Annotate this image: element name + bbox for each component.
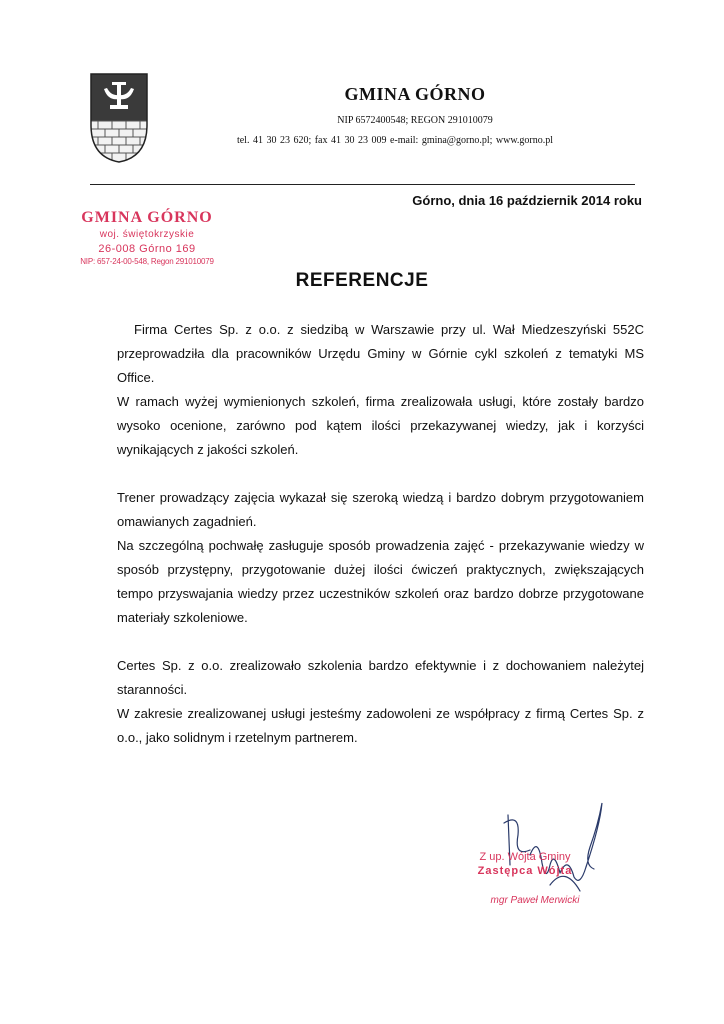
signature-line-3: mgr Paweł Merwicki bbox=[490, 895, 580, 906]
header-divider bbox=[90, 184, 635, 185]
paragraph-4: Na szczególną pochwałę zasługuje sposób prowadzenia zajęć - przekazywanie wiedzy w sposób przystępny, przygotowanie dużej ilości ćwiczeń praktycznych, zwiększających tempo przyswajania wiedzy przez uczestników szkoleń oraz bardzo dobrze przygotowane materiały szkoleniowe. bbox=[117, 538, 644, 625]
letterhead-contact: tel. 41 30 23 620; fax 41 30 23 009 e-mail: gmina@gorno.pl; www.gorno.pl bbox=[236, 135, 554, 146]
document-title: REFERENCJE bbox=[295, 270, 429, 291]
stamp-region: woj. świętokrzyskie bbox=[99, 229, 195, 240]
paragraph-1: Firma Certes Sp. z o.o. z siedzibą w Warszawie przy ul. Wał Miedzeszyński 552C przeprowadziła dla pracowników Urzędu Gminy w Górnie cykl szkoleń z tematyki MS Office. bbox=[117, 322, 644, 385]
paragraph-2: W ramach wyżej wymienionych szkoleń, firma zrealizowała usługi, które zostały bardzo wysoko ocenione, zarówno pod kątem ilości przekazywanej wiedzy, jak i korzyści wynikających z jakości szkoleń. bbox=[117, 394, 644, 457]
document-date: Górno, dnia 16 październik 2014 roku bbox=[412, 193, 642, 208]
letter-body bbox=[117, 318, 644, 750]
signature-stamp bbox=[440, 850, 610, 908]
coat-of-arms-icon bbox=[90, 73, 148, 163]
paragraph-3: Trener prowadzący zajęcia wykazał się szeroką wiedzą i bardzo dobrym przygotowaniem omawianych zagadnień. bbox=[117, 490, 644, 529]
signature-line-1: Z up. Wójta Gminy bbox=[479, 851, 571, 863]
letterhead-title: GMINA GÓRNO bbox=[344, 84, 486, 104]
letterhead-ids: NIP 6572400548; REGON 291010079 bbox=[337, 115, 493, 126]
signature-line-2: Zastępca Wójta bbox=[477, 865, 573, 877]
paragraph-5: Certes Sp. z o.o. zrealizowało szkolenia bardzo efektywnie i z dochowaniem należytej staranności. bbox=[117, 658, 644, 697]
stamp-ids: NIP: 657-24-00-548, Regon 291010079 bbox=[80, 257, 214, 266]
office-stamp bbox=[52, 208, 242, 268]
stamp-address: 26-008 Górno 169 bbox=[98, 243, 196, 255]
paragraph-6: W zakresie zrealizowanej usługi jesteśmy zadowoleni ze współpracy z firmą Certes Sp. z o.o., jako solidnym i rzetelnym partnerem. bbox=[117, 706, 644, 745]
stamp-name: GMINA GÓRNO bbox=[81, 209, 213, 226]
